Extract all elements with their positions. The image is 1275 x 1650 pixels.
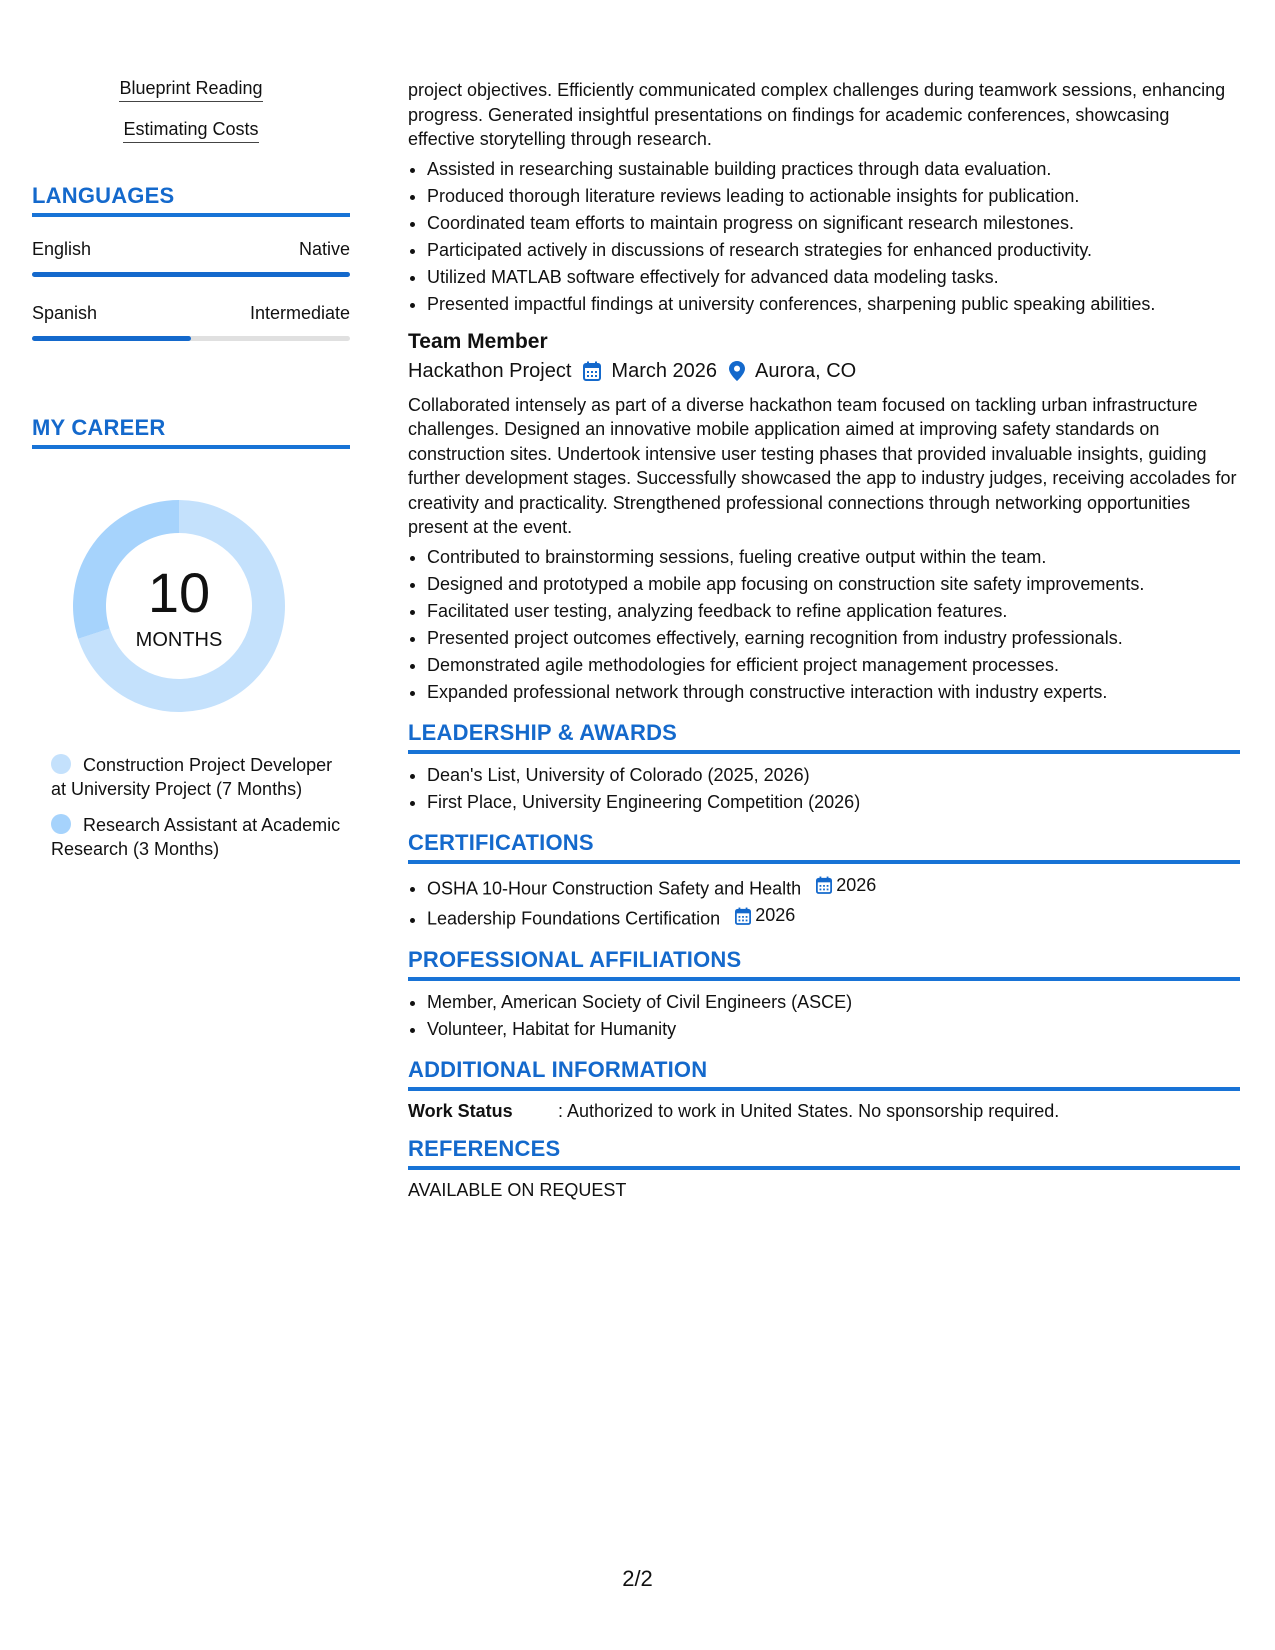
list-item: • Produced thorough literature reviews leading to actionable insights for publication. bbox=[427, 183, 1240, 210]
references-heading: REFERENCES bbox=[408, 1136, 1240, 1170]
references-section bbox=[408, 1136, 1240, 1201]
list-item: • Expanded professional network through constructive interaction with industry experts. bbox=[427, 679, 1240, 706]
list-item bbox=[427, 902, 1240, 933]
list-item bbox=[427, 872, 1240, 903]
additional-info-section bbox=[408, 1057, 1240, 1122]
legend-label: Construction Project Developer at University Project (7 Months) bbox=[51, 755, 333, 799]
job-company: Hackathon Project bbox=[408, 359, 572, 382]
experience-continued-bullets bbox=[408, 156, 1240, 318]
cert-year: 2026 bbox=[836, 874, 877, 895]
experience-continued-text: project objectives. Efficiently communicated complex challenges during teamwork sessions, enhancing progress. Generated insightful presentations on findings for academic conferences, showcasing effective storytelling through research. bbox=[408, 80, 1226, 149]
skill-label: Estimating Costs bbox=[123, 119, 258, 143]
career-unit: MONTHS bbox=[135, 629, 223, 651]
language-name: English bbox=[32, 239, 92, 259]
language-bar-fill bbox=[32, 272, 350, 277]
legend-dot bbox=[51, 754, 71, 774]
cert-date bbox=[816, 872, 876, 899]
calendar-icon bbox=[583, 361, 601, 381]
list-item: • Member, American Society of Civil Engineers (ASCE) bbox=[427, 989, 1240, 1016]
job-location: Aurora, CO bbox=[755, 359, 857, 382]
list-item: • Dean's List, University of Colorado (2025, 2026) bbox=[427, 762, 1240, 789]
language-bar bbox=[32, 272, 350, 277]
cert-name: Leadership Foundations Certification bbox=[427, 908, 721, 929]
list-item: • Coordinated team efforts to maintain progress on significant research milestones. bbox=[427, 210, 1240, 237]
job-title: Team Member bbox=[408, 329, 548, 353]
list-item: • Presented impactful findings at university conferences, sharpening public speaking abilities. bbox=[427, 291, 1240, 318]
leadership-section bbox=[408, 720, 1240, 816]
language-level: Intermediate bbox=[249, 303, 350, 323]
list-item: • Contributed to brainstorming sessions, fueling creative output within the team. bbox=[427, 544, 1240, 571]
affiliations-heading: PROFESSIONAL AFFILIATIONS bbox=[408, 947, 1240, 981]
legend-label: Research Assistant at Academic Research (3 Months) bbox=[51, 815, 341, 859]
languages-heading: LANGUAGES bbox=[32, 183, 350, 217]
job-bullets bbox=[408, 544, 1240, 706]
language-item bbox=[32, 239, 350, 277]
calendar-icon bbox=[816, 876, 832, 894]
sidebar bbox=[32, 78, 350, 873]
career-legend-item bbox=[51, 753, 350, 801]
skill-item bbox=[32, 78, 350, 102]
list-item: • Presented project outcomes effectively, earning recognition from industry professionals. bbox=[427, 625, 1240, 652]
references-text: AVAILABLE ON REQUEST bbox=[408, 1179, 627, 1200]
language-name: Spanish bbox=[32, 303, 98, 323]
affiliations-section bbox=[408, 947, 1240, 1043]
career-donut-chart bbox=[66, 493, 292, 719]
skill-item bbox=[32, 119, 350, 143]
list-item: • Utilized MATLAB software effectively for advanced data modeling tasks. bbox=[427, 264, 1240, 291]
list-item: • Designed and prototyped a mobile app focusing on construction site safety improvements. bbox=[427, 571, 1240, 598]
legend-dot bbox=[51, 814, 71, 834]
job-date: March 2026 bbox=[611, 359, 718, 382]
career-legend bbox=[32, 753, 350, 861]
cert-name: OSHA 10-Hour Construction Safety and Health bbox=[427, 878, 802, 898]
skill-label: Blueprint Reading bbox=[119, 78, 262, 102]
list-item: • First Place, University Engineering Competition (2026) bbox=[427, 789, 1240, 816]
job-meta bbox=[408, 360, 1240, 383]
job-description: Collaborated intensely as part of a diverse hackathon team focused on tackling urban infrastructure challenges. Designed an innovative mobile application aimed at improving safety standards on construction sites. Undertook intensive user testing phases that provided invaluable insights, guiding further development stages. Successfully showcased the app to industry judges, receiving accolades for creativity and practicality. Strengthened professional connections through networking opportunities present at the event. bbox=[408, 394, 1237, 537]
page-number: 2/2 bbox=[622, 1566, 653, 1591]
list-item: • Assisted in researching sustainable building practices through data evaluation. bbox=[427, 156, 1240, 183]
language-bar-fill bbox=[32, 336, 191, 341]
language-bar bbox=[32, 336, 350, 341]
career-legend-item bbox=[51, 813, 350, 861]
cert-year: 2026 bbox=[755, 905, 796, 925]
certifications-section bbox=[408, 830, 1240, 933]
language-item bbox=[32, 303, 350, 341]
cert-date bbox=[735, 902, 795, 929]
career-total: 10 bbox=[147, 561, 211, 624]
list-item: • Volunteer, Habitat for Humanity bbox=[427, 1016, 1240, 1043]
info-label: Work Status bbox=[408, 1100, 513, 1121]
additional-info-heading: ADDITIONAL INFORMATION bbox=[408, 1057, 1240, 1091]
certifications-heading: CERTIFICATIONS bbox=[408, 830, 1240, 864]
leadership-heading: LEADERSHIP & AWARDS bbox=[408, 720, 1240, 754]
list-item: • Facilitated user testing, analyzing feedback to refine application features. bbox=[427, 598, 1240, 625]
calendar-icon bbox=[735, 907, 751, 925]
list-item: • Participated actively in discussions of research strategies for enhanced productivity. bbox=[427, 237, 1240, 264]
language-level: Native bbox=[298, 239, 350, 259]
location-pin-icon bbox=[729, 361, 745, 381]
career-heading: MY CAREER bbox=[32, 415, 350, 449]
info-row bbox=[408, 1101, 1240, 1122]
list-item: • Demonstrated agile methodologies for efficient project management processes. bbox=[427, 652, 1240, 679]
main-column bbox=[408, 78, 1240, 1201]
info-value: : Authorized to work in United States. No sponsorship required. bbox=[558, 1100, 1060, 1121]
